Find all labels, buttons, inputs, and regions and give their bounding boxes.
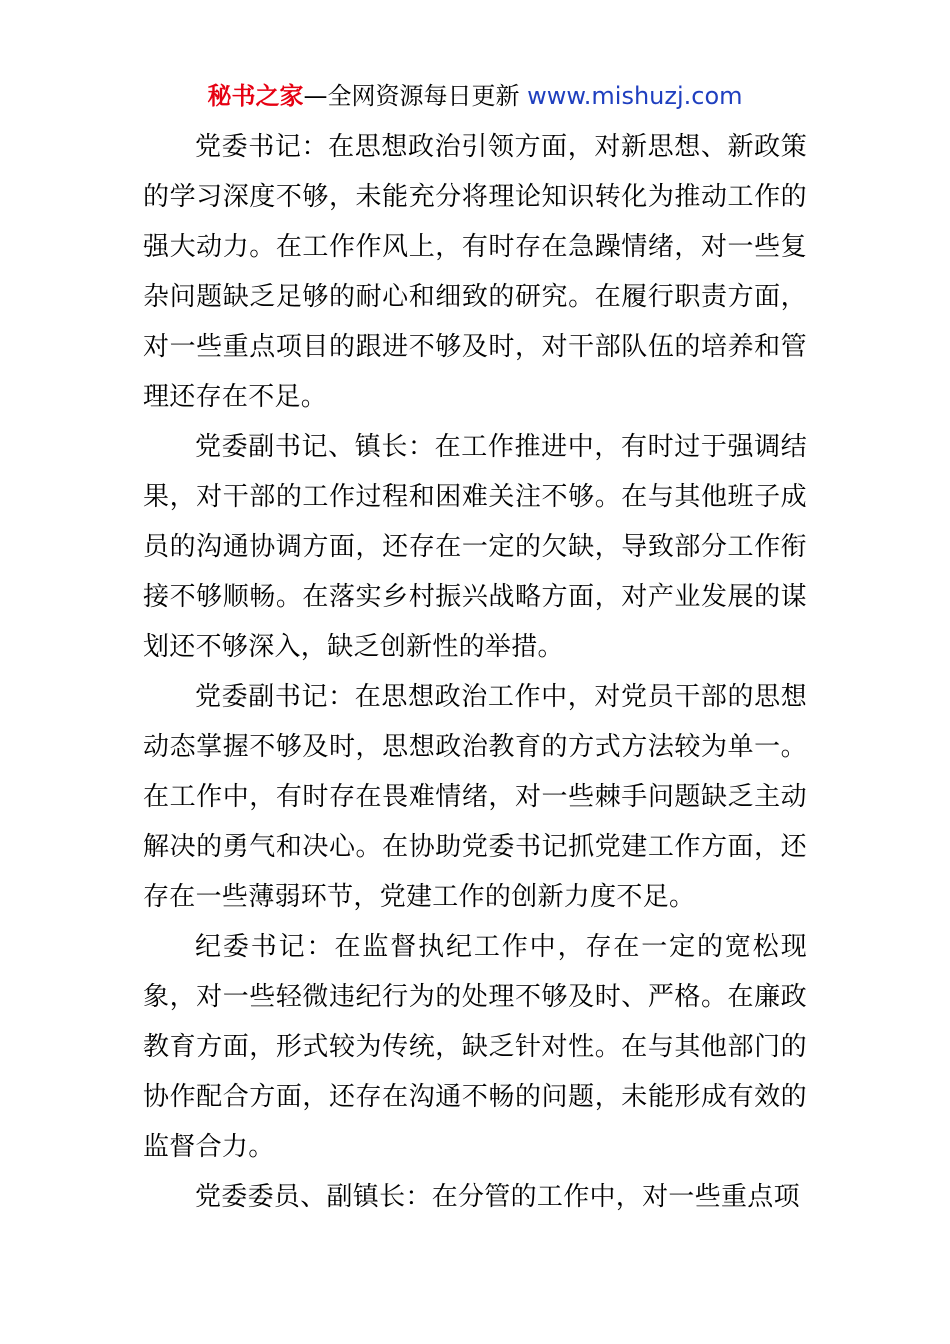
site-url-link[interactable]: www.mishuzj.com — [527, 82, 743, 110]
paragraph-deputy-secretary: 党委副书记：在思想政治工作中，对党员干部的思想动态掌握不够及时，思想政治教育的方式方法较为单一。在工作中，有时存在畏难情绪，对一些棘手问题缺乏主动解决的勇气和决心。在协助党委书记抓党建工作方面，还存在一些薄弱环节，党建工作的创新力度不足。 — [143, 682, 807, 912]
document-body — [143, 122, 807, 1222]
paragraph-discipline-secretary: 纪委书记：在监督执纪工作中，存在一定的宽松现象，对一些轻微违纪行为的处理不够及时、严格。在廉政教育方面，形式较为传统，缺乏针对性。在与其他部门的协作配合方面，还存在沟通不畅的问题，未能形成有效的监督合力。 — [143, 932, 807, 1162]
site-brand: 秘书之家 — [207, 82, 304, 110]
paragraph-deputy-secretary-mayor: 党委副书记、镇长：在工作推进中，有时过于强调结果，对干部的工作过程和困难关注不够。在与其他班子成员的沟通协调方面，还存在一定的欠缺，导致部分工作衔接不够顺畅。在落实乡村振兴战略方面，对产业发展的谋划还不够深入，缺乏创新性的举措。 — [143, 432, 807, 662]
paragraph-party-secretary: 党委书记：在思想政治引领方面，对新思想、新政策的学习深度不够，未能充分将理论知识转化为推动工作的强大动力。在工作作风上，有时存在急躁情绪，对一些复杂问题缺乏足够的耐心和细致的研究。在履行职责方面，对一些重点项目的跟进不够及时，对干部队伍的培养和管理还存在不足。 — [143, 132, 807, 412]
paragraph-committee-member-deputy-mayor: 党委委员、副镇长：在分管的工作中，对一些重点项 — [195, 1182, 800, 1212]
site-header — [0, 80, 950, 112]
site-tagline: —全网资源每日更新 — [303, 82, 520, 110]
